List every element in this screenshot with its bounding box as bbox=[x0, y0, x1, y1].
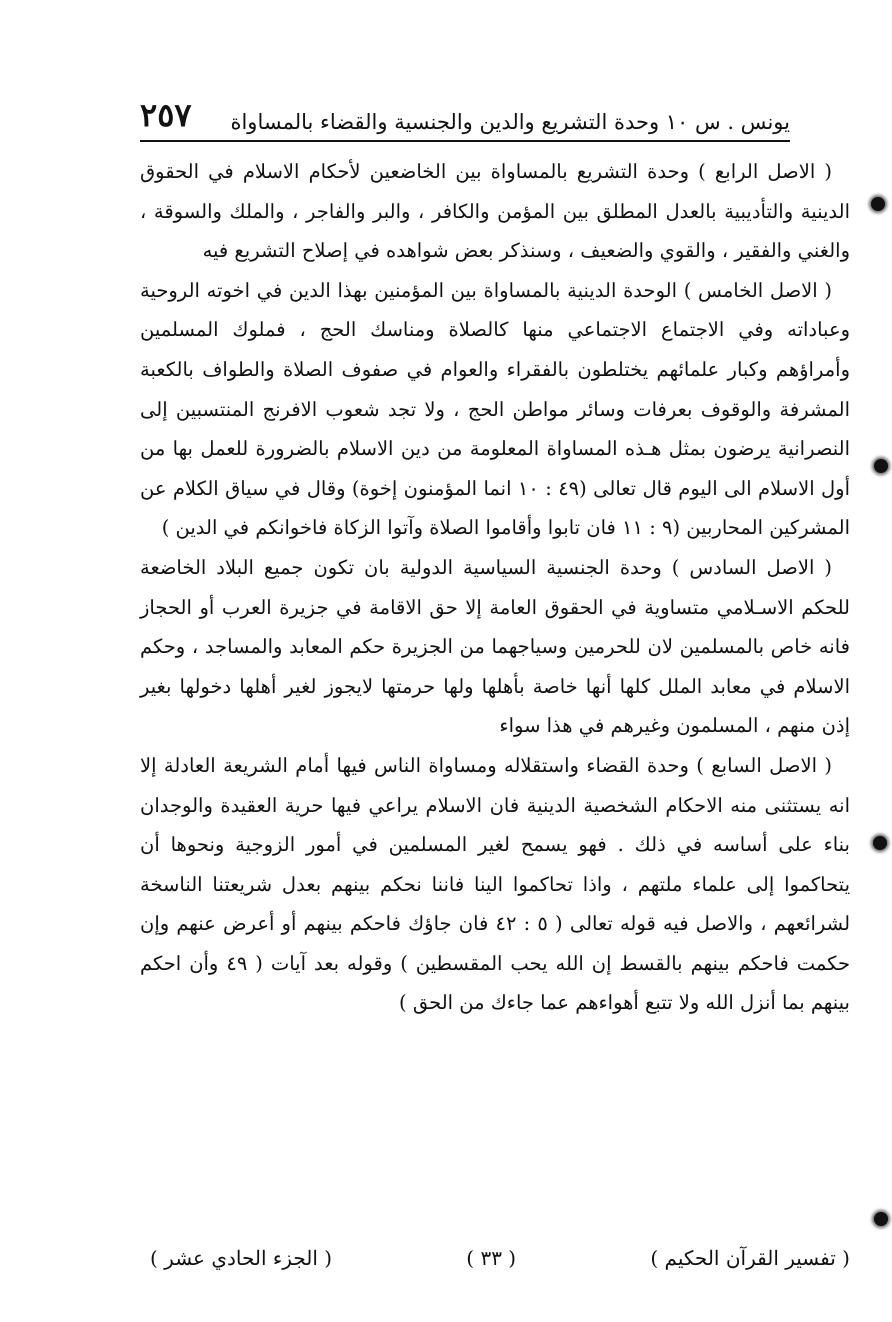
paragraph-principle-7: ( الاصل السابع ) وحدة القضاء واستقلاله ومساواة الناس فيها أمام الشريعة العادلة إلا انه يستثنى منه الاحكام الشخصية الدينية فان الاسلام يراعي فيها حرية العقيدة والوجدان بناء على أساسه في ذلك . فهو يسمح لغير المسلمين في أمور الزوجية ونحوها أن يتحاكموا إلى علماء ملتهم ، واذا تحاكموا الينا فاننا نحكم بينهم بعدل شريعتنا الناسخة لشرائعهم ، والاصل فيه قوله تعالى ( ٥ : ٤٢ فان جاؤك فاحكم بينهم أو أعرض عنهم وإن حكمت فاحكم بينهم بالقسط إن الله يحب المقسطين ) وقوله بعد آيات ( ٤٩ وأن احكم بينهم بما أنزل الله ولا تتبع أهواءهم عما جاءك من الحق ) bbox=[140, 753, 851, 1015]
body-text bbox=[140, 152, 850, 1023]
header-rule bbox=[140, 140, 790, 142]
running-title: يونس . س ١٠ وحدة التشريع والدين والجنسية والقضاء بالمساواة bbox=[230, 110, 790, 134]
paragraph-principle-5: ( الاصل الخامس ) الوحدة الدينية بالمساواة بين المؤمنين بهذا الدين في اخوته الروحية وعباداته وفي الاجتماع الاجتماعي منها كالصلاة ومناسك الحج ، فملوك المسلمين وأمراؤهم وكبار علمائهم يختلطون بالفقراء والعوام في صفوف الصلاة والطواف بالكعبة المشرفة والوقوف بعرفات وسائر مواطن الحج ، ولا تجد شعوب الافرنج المنتسبين إلى النصرانية يرضون بمثل هـذه المساواة المعلومة من دين الاسلام بالضرورة للعمل بها من أول الاسلام الى اليوم قال تعالى (٤٩ : ١٠ انما المؤمنون إخوة) وقال في سياق الكلام عن المشركين المحاربين (٩ : ١١ فان تابوا وأقاموا الصلاة وآتوا الزكاة فاخوانكم في الدين ) bbox=[140, 278, 850, 540]
binding-hole-mark bbox=[874, 459, 888, 473]
footer-book-title: ( تفسير القرآن الحكيم ) bbox=[650, 1246, 850, 1270]
binding-hole-mark bbox=[873, 836, 887, 850]
page-footer bbox=[150, 1238, 850, 1278]
page-number: ٢٥٧ bbox=[140, 96, 192, 134]
paragraph-principle-4: ( الاصل الرابع ) وحدة التشريع بالمساواة بين الخاضعين لأحكام الاسلام في الحقوق الدينية والتأديبية بالعدل المطلق بين المؤمن والكافر ، والبر والفاجر ، والملك والسوقة ، والغني والفقير ، والقوي والضعيف ، وسنذكر بعض شواهده في إصلاح التشريع فيه bbox=[140, 160, 850, 263]
footer-volume: ( الجزء الحادي عشر ) bbox=[150, 1246, 333, 1270]
footer-sheet-number: ( ٣٣ ) bbox=[466, 1246, 517, 1270]
page-header bbox=[140, 88, 790, 134]
binding-hole-mark bbox=[871, 197, 885, 211]
paragraph-principle-6: ( الاصل السادس ) وحدة الجنسية السياسية الدولية بان تكون جميع البلاد الخاضعة للحكم الاسـلامي متساوية في الحقوق العامة إلا حق الاقامة في جزيرة العرب أو الحجاز فانه خاص بالمسلمين لان للحرمين وسياجهما من الجزيرة حكم المعابد والمساجد ، وحكم الاسلام في معابد الملل كلها أنها خاصة بأهلها ولها حرمتها لايجوز لغير أهلها دخولها بغير إذن منهم ، المسلمون وغيرهم في هذا سواء bbox=[140, 555, 850, 738]
binding-hole-mark bbox=[874, 1212, 888, 1226]
